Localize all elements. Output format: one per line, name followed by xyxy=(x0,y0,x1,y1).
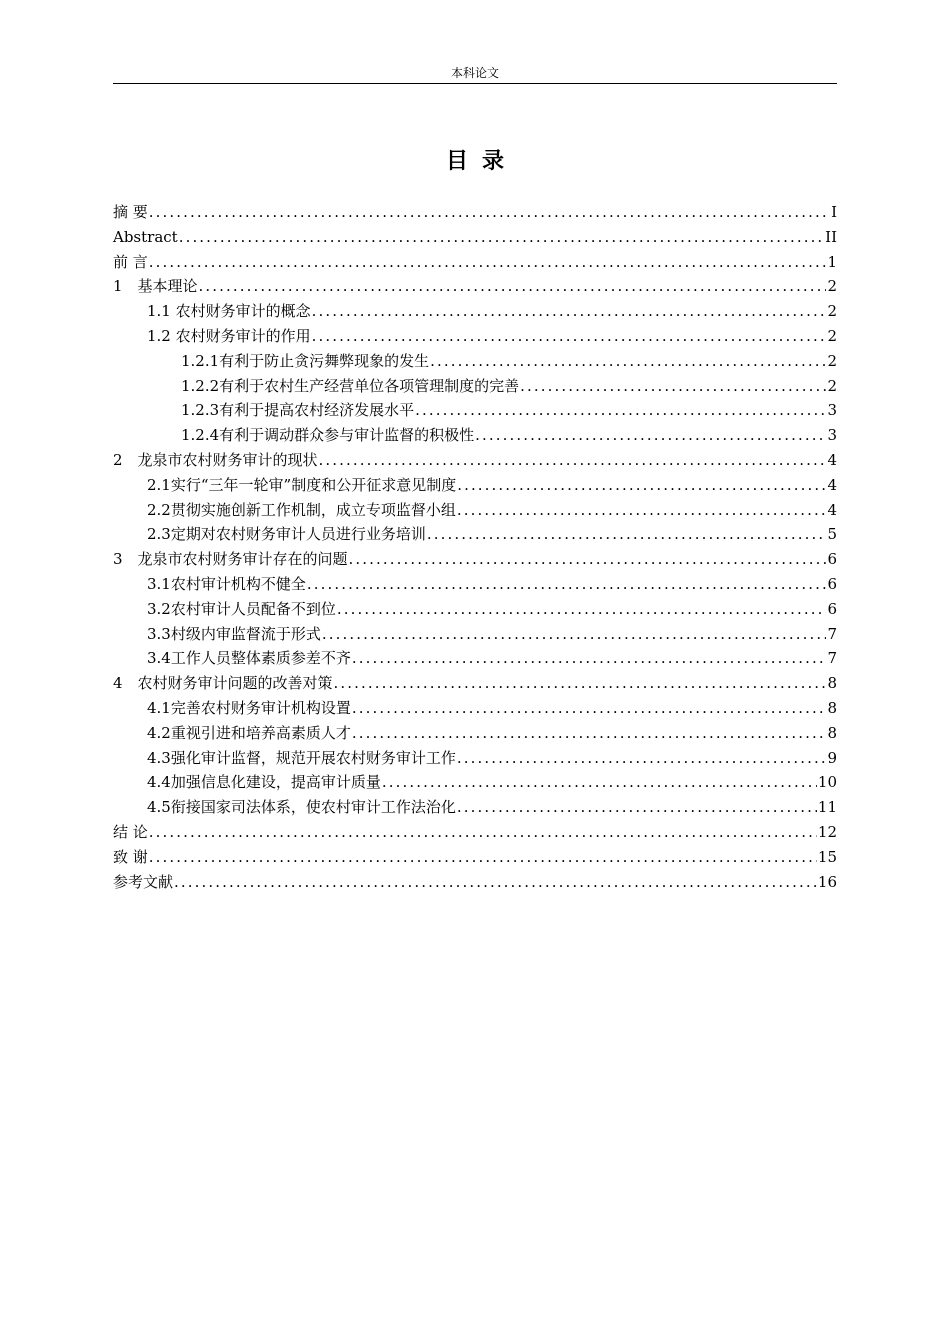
toc-dot-leader xyxy=(149,820,817,845)
toc-entry-page: 2 xyxy=(827,277,837,296)
toc-entry-page: 5 xyxy=(827,525,837,544)
toc-entry[interactable] xyxy=(113,448,837,473)
toc-dot-leader xyxy=(457,498,827,523)
toc-entry[interactable] xyxy=(113,671,837,696)
toc-entry[interactable] xyxy=(113,225,837,250)
toc-entry[interactable] xyxy=(113,721,837,746)
toc-entry-page: 6 xyxy=(827,599,837,618)
toc-entry-page: II xyxy=(825,227,837,246)
toc-entry-label: 1 基本理论 xyxy=(113,277,198,296)
toc-entry-page: 6 xyxy=(827,550,837,569)
toc-entry-page: I xyxy=(831,203,837,221)
toc-entry-page: 11 xyxy=(817,798,837,817)
toc-entry-page: 3 xyxy=(827,401,837,420)
toc-entry-label: 2.3定期对农村财务审计人员进行业务培训 xyxy=(147,525,426,544)
toc-entry-page: 6 xyxy=(827,574,837,593)
toc-entry[interactable] xyxy=(113,250,837,275)
toc-dot-leader xyxy=(415,398,826,423)
toc-dot-leader xyxy=(457,746,827,771)
toc-entry-label: 2.1实行“三年一轮审”制度和公开征求意见制度 xyxy=(147,475,457,494)
toc-entry[interactable] xyxy=(113,398,837,423)
toc-entry[interactable] xyxy=(113,597,837,622)
toc-entry-label: 1.2.2有利于农村生产经营单位各项管理制度的完善 xyxy=(181,376,520,395)
toc-title: 目录 xyxy=(445,149,518,174)
toc-dot-leader xyxy=(349,547,827,572)
toc-entry-page: 3 xyxy=(827,426,837,445)
toc-entry-page: 10 xyxy=(817,773,837,792)
toc-entry-page: 9 xyxy=(827,748,837,767)
toc-entry-label: 1.2.3有利于提高农村经济发展水平 xyxy=(181,401,415,420)
toc-entry[interactable] xyxy=(113,646,837,671)
toc-entry-label: 参考文献 xyxy=(113,872,174,891)
toc-dot-leader xyxy=(312,299,827,324)
toc-entry[interactable] xyxy=(113,746,837,771)
toc-entry-label: 4.4加强信息化建设，提高审计质量 xyxy=(147,773,381,792)
toc-entry-label: 3 龙泉市农村财务审计存在的问题 xyxy=(113,550,348,569)
toc-entry[interactable] xyxy=(113,820,837,845)
toc-entry[interactable] xyxy=(113,522,837,547)
toc-entry-label: 1.2.4有利于调动群众参与审计监督的积极性 xyxy=(181,426,475,445)
toc-entry-label: Abstract xyxy=(113,227,178,246)
toc-entry-label: 1.2.1有利于防止贪污舞弊现象的发生 xyxy=(181,351,430,370)
toc-dot-leader xyxy=(149,200,830,225)
toc-entry[interactable] xyxy=(113,349,837,374)
toc-entry[interactable] xyxy=(113,274,837,299)
toc-dot-leader xyxy=(520,374,826,399)
toc-entry-label: 1.1 农村财务审计的概念 xyxy=(147,302,311,321)
toc-entry[interactable] xyxy=(113,622,837,647)
toc-dot-leader xyxy=(352,696,827,721)
toc-entry-page: 2 xyxy=(827,326,837,345)
toc-entry[interactable] xyxy=(113,547,837,572)
toc-dot-leader xyxy=(382,770,817,795)
toc-entry[interactable] xyxy=(113,845,837,870)
toc-dot-leader xyxy=(457,473,826,498)
toc-dot-leader xyxy=(319,448,827,473)
toc-entry-page: 4 xyxy=(827,500,837,519)
toc-dot-leader xyxy=(149,845,817,870)
toc-entry[interactable] xyxy=(113,299,837,324)
toc-dot-leader xyxy=(199,274,827,299)
toc-dot-leader xyxy=(334,671,827,696)
toc-entry-page: 2 xyxy=(827,376,837,395)
toc-entry-label: 前 言 xyxy=(113,252,148,271)
header-rule xyxy=(113,83,837,84)
toc-entry-page: 7 xyxy=(827,649,837,668)
toc-dot-leader xyxy=(174,870,817,895)
toc-entry-label: 3.3村级内审监督流于形式 xyxy=(147,624,321,643)
toc-entry-label: 结 论 xyxy=(113,822,148,841)
toc-entry[interactable] xyxy=(113,374,837,399)
toc-entry[interactable] xyxy=(113,770,837,795)
toc-entry-label: 1.2 农村财务审计的作用 xyxy=(147,326,311,345)
toc-dot-leader xyxy=(427,522,827,547)
toc-entry[interactable] xyxy=(113,473,837,498)
toc-entry-label: 2 龙泉市农村财务审计的现状 xyxy=(113,450,318,469)
toc-entry-page: 1 xyxy=(827,252,837,271)
toc-entry-label: 3.2农村审计人员配备不到位 xyxy=(147,599,336,618)
toc-entry-page: 8 xyxy=(827,723,837,742)
toc-entry-page: 2 xyxy=(827,302,837,321)
toc-entry[interactable] xyxy=(113,572,837,597)
toc-entry-page: 7 xyxy=(827,624,837,643)
toc-entry-page: 2 xyxy=(827,351,837,370)
toc-entry-label: 致 谢 xyxy=(113,847,148,866)
toc-dot-leader xyxy=(149,250,827,275)
toc-entry[interactable] xyxy=(113,200,837,225)
toc-entry-label: 4 农村财务审计问题的改善对策 xyxy=(113,674,333,693)
toc-entry-page: 12 xyxy=(817,822,837,841)
toc-dot-leader xyxy=(430,349,826,374)
toc-entry-page: 16 xyxy=(817,872,837,891)
toc-dot-leader xyxy=(179,225,824,250)
toc-entry[interactable] xyxy=(113,498,837,523)
toc-dot-leader xyxy=(307,572,827,597)
toc-entry-label: 摘 要 xyxy=(113,203,148,221)
toc-entry-label: 4.3强化审计监督，规范开展农村财务审计工作 xyxy=(147,748,456,767)
toc-entry-label: 4.1完善农村财务审计机构设置 xyxy=(147,698,351,717)
toc-entry[interactable] xyxy=(113,324,837,349)
toc-entry[interactable] xyxy=(113,696,837,721)
toc-entry[interactable] xyxy=(113,870,837,895)
toc-entry-page: 8 xyxy=(827,674,837,693)
toc-entry[interactable] xyxy=(113,423,837,448)
toc-dot-leader xyxy=(312,324,827,349)
toc-dot-leader xyxy=(475,423,826,448)
toc-entry-label: 4.2重视引进和培养高素质人才 xyxy=(147,723,351,742)
toc-entry-page: 15 xyxy=(817,847,837,866)
toc-entry-page: 4 xyxy=(827,475,837,494)
toc-entry-label: 4.5衔接国家司法体系，使农村审计工作法治化 xyxy=(147,798,456,817)
toc-entry-label: 3.1农村审计机构不健全 xyxy=(147,574,306,593)
toc-dot-leader xyxy=(352,721,827,746)
toc-entry[interactable] xyxy=(113,795,837,820)
toc-dot-leader xyxy=(352,646,827,671)
toc-dot-leader xyxy=(322,622,827,647)
toc-entry-label: 3.4工作人员整体素质参差不齐 xyxy=(147,649,351,668)
toc-entry-page: 4 xyxy=(827,450,837,469)
toc-dot-leader xyxy=(337,597,827,622)
toc-dot-leader xyxy=(457,795,817,820)
toc-entry-label: 2.2贯彻实施创新工作机制，成立专项监督小组 xyxy=(147,500,456,519)
toc-list xyxy=(113,200,837,894)
running-header: 本科论文 xyxy=(450,66,499,80)
toc-entry-page: 8 xyxy=(827,698,837,717)
